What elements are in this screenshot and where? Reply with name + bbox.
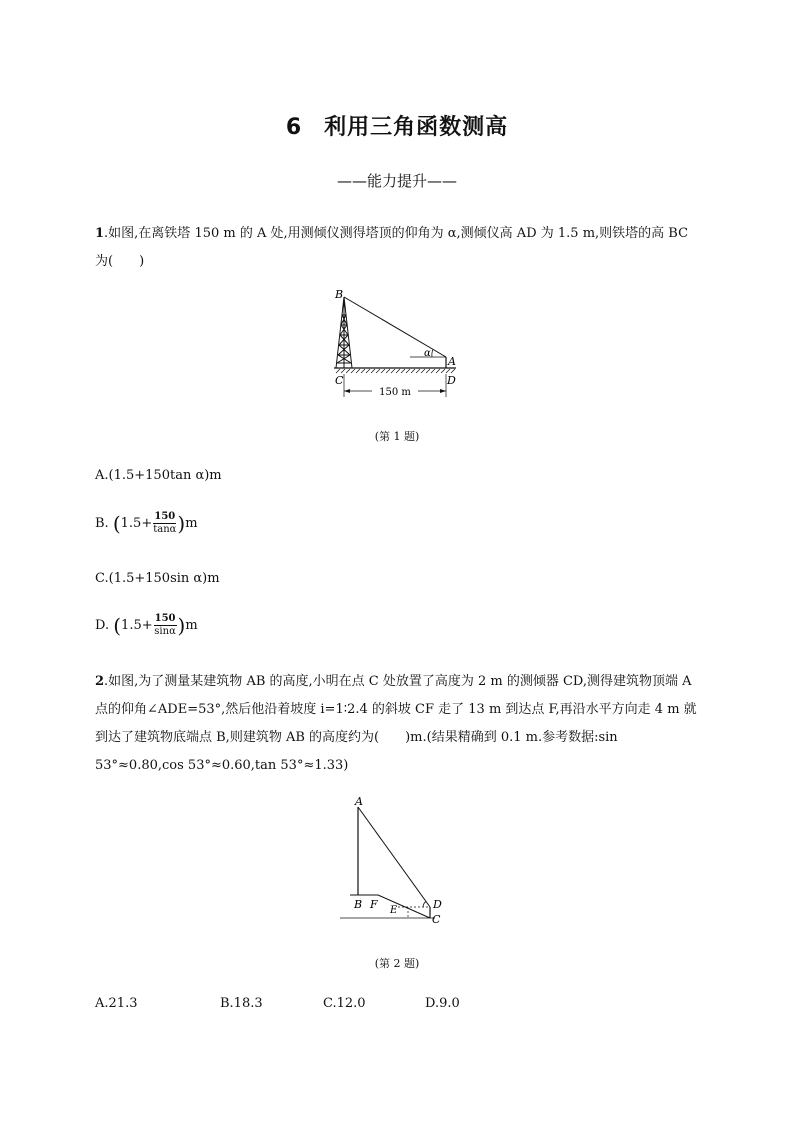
- question-1-text: .如图,在离铁塔 150 m 的 A 处,用测倾仪测得塔顶的仰角为 α,测倾仪高 AD 为 1.5 m,则铁塔的高 BC 为( ): [95, 226, 689, 269]
- question-1-option-d[interactable]: [95, 613, 198, 638]
- label-f: F: [370, 898, 378, 911]
- dim-arrow-left: [344, 389, 350, 393]
- option-b-base: 1.5+: [120, 516, 153, 531]
- right-paren: ): [177, 613, 186, 638]
- sight-line-ad: [358, 807, 430, 907]
- question-1-option-b[interactable]: [95, 511, 198, 536]
- question-1-figure: [320, 285, 480, 410]
- option-b-unit: m: [185, 516, 198, 531]
- section-subtitle: ——能力提升——: [336, 172, 457, 190]
- question-2-option-a[interactable]: A.21.3: [95, 996, 138, 1011]
- question-2-figure: [340, 795, 460, 935]
- question-2-option-c[interactable]: C.12.0: [323, 996, 366, 1011]
- ground-hatching: [336, 369, 455, 373]
- left-paren: (: [113, 613, 122, 638]
- option-d-numerator: 150: [154, 613, 176, 624]
- label-alpha: α: [424, 348, 431, 359]
- label-c: C: [432, 913, 441, 926]
- question-2-option-b[interactable]: B.18.3: [220, 996, 263, 1011]
- option-b-denominator: tanα: [153, 524, 177, 535]
- label-a: A: [448, 355, 456, 368]
- angle-arc: [432, 349, 433, 357]
- label-c: C: [335, 374, 344, 387]
- right-paren: ): [177, 511, 186, 536]
- question-2-text: .如图,为了测量某建筑物 AB 的高度,小明在点 C 处放置了高度为 2 m 的测倾器 CD,测得建筑物顶端 A 点的仰角∠ADE=53°,然后他沿着坡度 i=1∶2.4 的斜坡 CF 走了 13 m 到达点 F,再沿水平方向走 4 m 就到达了建筑物底端点 B,则建筑物 AB 的高度约为( )m.(结果精确到 0.1 m.参考数据:sin 53°≈0.80,cos 53°≈0.60,tan 53°≈1.33): [95, 674, 697, 773]
- question-2-option-d[interactable]: D.9.0: [425, 996, 460, 1011]
- slope-fc: [378, 895, 430, 918]
- section-title: 利用三角函数测高: [324, 115, 509, 140]
- question-2-caption: (第 2 题): [374, 957, 420, 970]
- label-b: B: [354, 898, 363, 911]
- left-paren: (: [112, 511, 121, 536]
- option-d-fraction: [154, 613, 177, 638]
- question-2-stem: [95, 668, 705, 780]
- option-d-prefix: D.: [95, 618, 110, 633]
- label-distance: 150 m: [379, 387, 411, 398]
- option-d-unit: m: [185, 618, 198, 633]
- option-d-denominator: sinα: [154, 626, 176, 637]
- question-1-number: 1: [95, 226, 105, 241]
- label-b: B: [335, 288, 344, 301]
- question-1-stem: [95, 220, 705, 276]
- tower-drawing: [336, 297, 352, 368]
- section-number: 6: [285, 115, 303, 140]
- angle-arc-ade: [423, 902, 426, 908]
- label-d: D: [433, 898, 442, 911]
- option-b-prefix: B.: [95, 516, 109, 531]
- label-a: A: [355, 795, 363, 808]
- question-1-option-c[interactable]: C.(1.5+150sin α)m: [95, 571, 220, 586]
- question-1-option-a[interactable]: A.(1.5+150tan α)m: [95, 468, 222, 483]
- option-b-numerator: 150: [154, 511, 176, 522]
- page-title: [0, 110, 794, 141]
- option-d-base: 1.5+: [121, 618, 153, 633]
- label-e: E: [390, 905, 398, 916]
- dim-arrow-right: [440, 389, 446, 393]
- label-d: D: [447, 374, 456, 387]
- option-b-fraction: [153, 511, 176, 536]
- question-1-caption: (第 1 题): [374, 430, 420, 443]
- question-2-number: 2: [95, 674, 105, 689]
